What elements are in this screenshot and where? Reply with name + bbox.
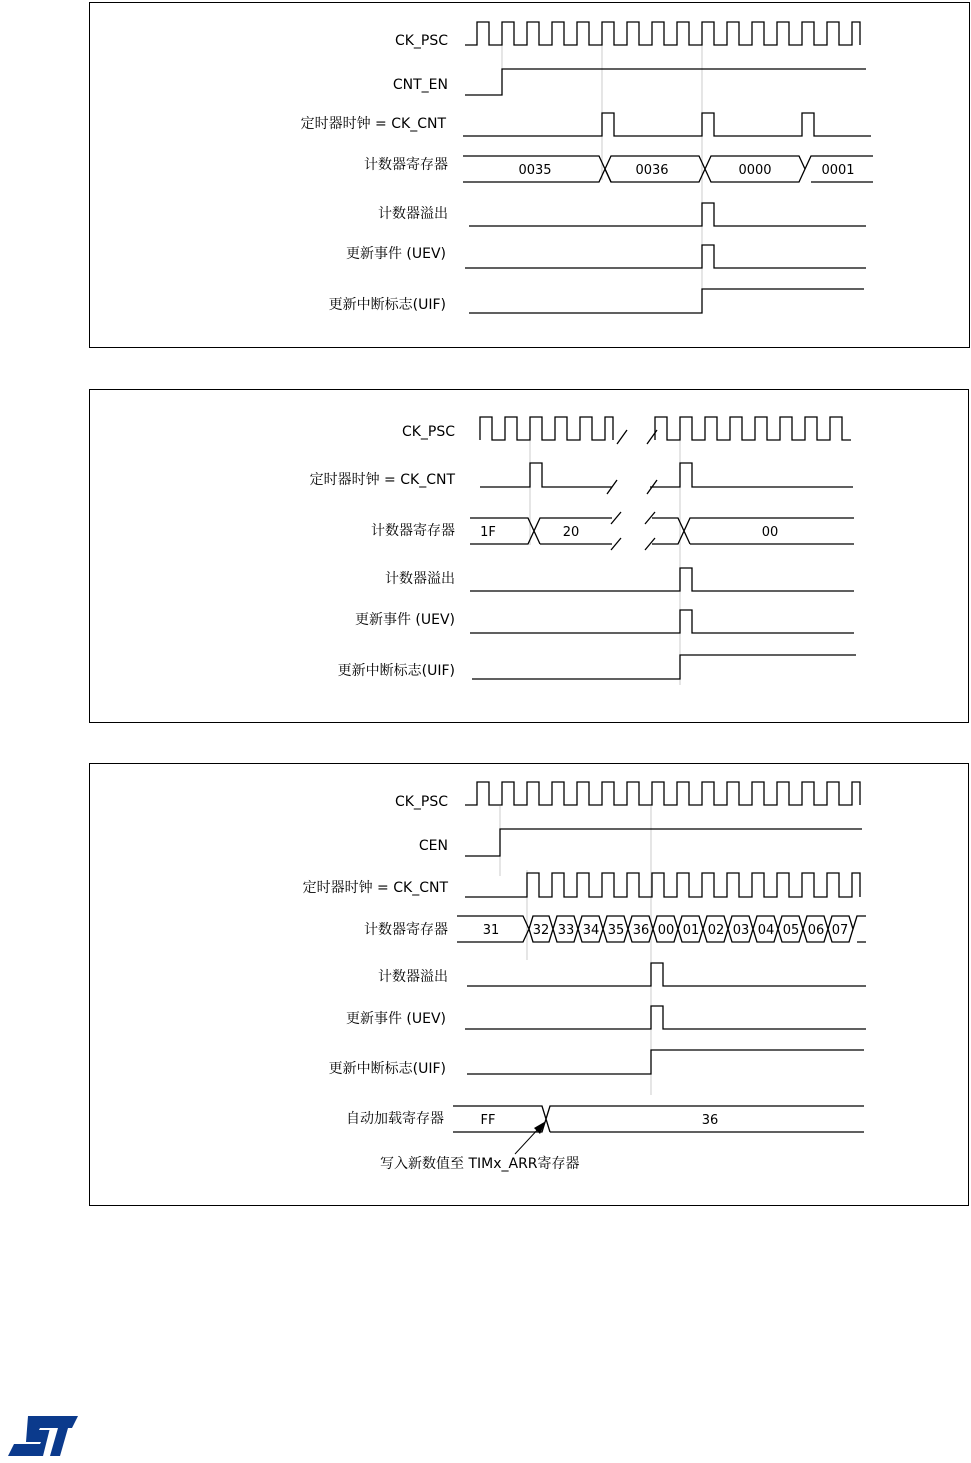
d2-counter-value: 00 — [761, 525, 779, 540]
d3-counter-value: 06 — [807, 923, 825, 938]
d2-label-overflow: 计数器溢出 — [385, 571, 455, 587]
d3-label-uif: 更新中断标志(UIF) — [328, 1061, 446, 1077]
d1-counter-value: 0001 — [821, 163, 855, 178]
d3-uif-waveform — [467, 1050, 864, 1074]
d3-counter-value: 31 — [482, 923, 500, 938]
d1-label-counter: 计数器寄存器 — [364, 157, 448, 173]
d1-label-overflow: 计数器溢出 — [378, 206, 448, 222]
d3-counter-value: 05 — [782, 923, 800, 938]
d3-arr-value: 36 — [701, 1113, 719, 1128]
d3-counter-value: 02 — [707, 923, 725, 938]
d3-cen-waveform — [465, 829, 862, 856]
d3-counter-value: 32 — [532, 923, 550, 938]
d3-arr-value: FF — [480, 1113, 496, 1128]
d3-label-overflow: 计数器溢出 — [378, 969, 448, 985]
d2-label-uev: 更新事件 (UEV) — [354, 612, 455, 628]
d3-label-uev: 更新事件 (UEV) — [345, 1011, 446, 1027]
d3-counter-value: 36 — [632, 923, 650, 938]
d3-counter-value: 03 — [732, 923, 750, 938]
d1-counter-value: 0036 — [635, 163, 669, 178]
d3-annotation-arrow — [515, 1127, 540, 1154]
d3-counter-value: 33 — [557, 923, 575, 938]
d3-counter-value: 34 — [582, 923, 600, 938]
d1-counter-value: 0035 — [518, 163, 552, 178]
d3-counter-value: 04 — [757, 923, 775, 938]
d2-counter-value: 1F — [480, 525, 496, 540]
d3-counter-value: 35 — [607, 923, 625, 938]
d3-counter-value: 01 — [682, 923, 700, 938]
d3-counter-value: 00 — [657, 923, 675, 938]
d2-counter-value: 20 — [562, 525, 580, 540]
d3-label-arr: 自动加载寄存器 — [346, 1111, 444, 1127]
d3-label-cen: CEN — [418, 838, 448, 854]
d1-label-cnt-en: CNT_EN — [392, 77, 448, 93]
d3-label-counter: 计数器寄存器 — [364, 922, 448, 938]
st-logo — [6, 1412, 82, 1460]
d3-arr-bus — [453, 1106, 864, 1132]
d1-label-uif: 更新中断标志(UIF) — [328, 297, 446, 313]
d1-label-uev: 更新事件 (UEV) — [345, 246, 446, 262]
d3-label-ck-cnt: 定时器时钟 = CK_CNT — [302, 880, 448, 896]
d2-label-uif: 更新中断标志(UIF) — [337, 663, 455, 679]
d3-counter-value: 07 — [831, 923, 849, 938]
d3-overflow-waveform — [467, 963, 866, 986]
d2-label-counter: 计数器寄存器 — [371, 523, 455, 539]
d3-label-ck-psc: CK_PSC — [394, 794, 448, 810]
d2-label-ck-cnt: 定时器时钟 = CK_CNT — [309, 472, 455, 488]
d3-ck-psc-waveform — [465, 782, 860, 805]
d3-annotation: 写入新数值至 TIMx_ARR寄存器 — [380, 1156, 580, 1172]
d3-uev-waveform — [465, 1006, 866, 1029]
d2-label-ck-psc: CK_PSC — [401, 424, 455, 440]
d1-label-ck-psc: CK_PSC — [394, 33, 448, 49]
d3-ck-cnt-waveform — [465, 873, 860, 897]
d1-label-ck-cnt: 定时器时钟 = CK_CNT — [300, 116, 446, 132]
d1-counter-value: 0000 — [738, 163, 772, 178]
